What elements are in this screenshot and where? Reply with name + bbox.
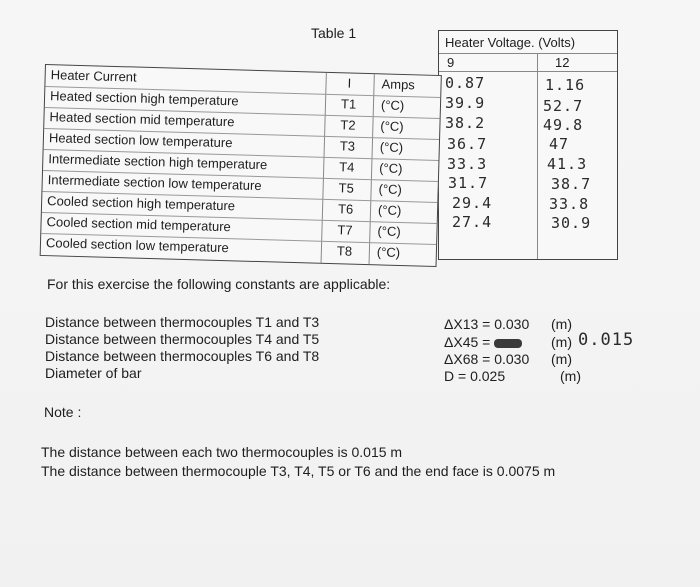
row-label: Cooled section low temperature	[45, 235, 229, 256]
row-symbol: I	[347, 75, 352, 91]
row-symbol: T1	[340, 96, 357, 112]
voltage-column-9: 9	[447, 55, 455, 70]
constant-unit: (m)	[560, 368, 581, 384]
value-9-t5: 31.7	[448, 174, 489, 192]
scribbled-out-value	[494, 339, 522, 348]
value-12-t6: 33.8	[549, 195, 590, 213]
value-9-current: 0.87	[445, 74, 486, 92]
constant-unit: (m)	[551, 316, 572, 332]
constant-label: Distance between thermocouples T4 and T5	[45, 331, 320, 347]
constants-intro: For this exercise the following constants are applicable:	[47, 276, 391, 292]
voltage-header: Heater Voltage. (Volts)	[445, 35, 576, 50]
row-label: Heated section mid temperature	[49, 109, 235, 130]
note-line: The distance between each two thermocouples is 0.015 m	[41, 444, 403, 460]
row-label: Intermediate section high temperature	[48, 151, 268, 173]
value-9-t1: 39.9	[445, 94, 486, 112]
value-12-t2: 49.8	[543, 116, 584, 134]
handwritten-correction: 0.015	[578, 330, 635, 350]
row-symbol: T8	[336, 243, 353, 259]
value-9-t3: 36.7	[447, 135, 488, 153]
value-12-t5: 38.7	[551, 175, 592, 193]
constant-label: Distance between thermocouples T6 and T8	[45, 348, 320, 364]
voltage-column-divider	[537, 53, 538, 259]
table-caption: Table 1	[311, 25, 357, 41]
row-label: Cooled section mid temperature	[46, 214, 232, 235]
voltage-table	[438, 30, 618, 260]
constant-symbol: ΔX13 = 0.030	[444, 316, 530, 332]
row-symbol: T5	[338, 180, 355, 196]
value-9-t2: 38.2	[445, 114, 486, 132]
constant-symbol: ΔX68 = 0.030	[444, 351, 530, 367]
constant-unit: (m)	[551, 334, 572, 350]
voltage-table-header-row	[439, 31, 617, 54]
value-12-t7: 30.9	[551, 214, 592, 232]
row-symbol: T3	[339, 138, 356, 154]
row-label: Heated section low temperature	[48, 130, 233, 151]
row-symbol: T4	[339, 159, 355, 175]
value-12-current: 1.16	[545, 76, 586, 94]
row-unit: (°C)	[376, 244, 401, 260]
row-unit: (°C)	[379, 139, 404, 156]
value-12-t3: 47	[549, 135, 570, 153]
voltage-column-12: 12	[555, 55, 570, 70]
constant-unit: (m)	[551, 351, 572, 367]
voltage-subheader-row	[439, 53, 617, 72]
row-unit: (°C)	[380, 118, 404, 135]
row-unit: (°C)	[377, 223, 401, 239]
constant-symbol: D = 0.025	[444, 368, 506, 384]
row-label: Heated section high temperature	[49, 88, 239, 109]
row-symbol: T7	[337, 222, 353, 238]
note-line: The distance between thermocouple T3, T4, T5 or T6 and the end face is 0.0075 m	[41, 463, 556, 479]
value-9-t6: 29.4	[452, 194, 493, 212]
row-symbol: T2	[340, 117, 356, 133]
row-unit: (°C)	[379, 160, 403, 177]
value-9-t7: 27.4	[452, 213, 493, 231]
value-12-t4: 41.3	[547, 155, 588, 173]
row-label: Intermediate section low temperature	[47, 172, 262, 194]
variables-table	[40, 64, 442, 267]
row-label: Heater Current	[50, 67, 137, 85]
row-symbol: T6	[337, 201, 354, 217]
constant-label: Distance between thermocouples T1 and T3	[45, 314, 320, 330]
constant-symbol-row	[444, 334, 522, 350]
row-unit: (°C)	[380, 97, 405, 114]
note-title: Note :	[44, 404, 82, 420]
row-unit: (°C)	[378, 181, 403, 198]
value-12-t1: 52.7	[543, 97, 584, 115]
row-unit: Amps	[381, 76, 416, 93]
constant-label: Diameter of bar	[45, 365, 142, 381]
value-9-t4: 33.3	[447, 155, 488, 173]
row-unit: (°C)	[377, 202, 402, 219]
row-label: Cooled section high temperature	[46, 193, 236, 214]
constant-symbol: ΔX45 =	[444, 334, 491, 350]
